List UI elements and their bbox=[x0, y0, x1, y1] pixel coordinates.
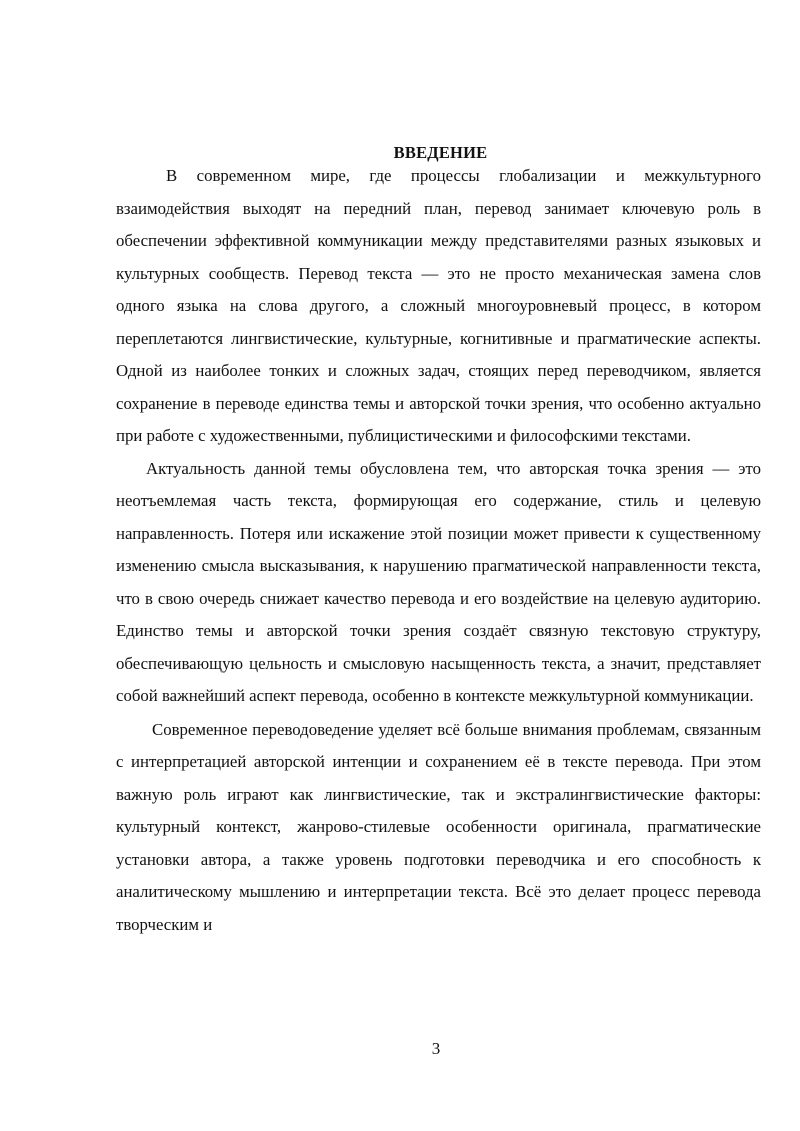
paragraph-relevance: Актуальность данной темы обусловлена тем, что авторская точка зрения — это неотъемлемая часть текста, формирующая его содержание, стиль и целевую направленность. Потеря или искажение этой позиции может привести к существенному изменению смысла высказывания, к нарушению прагматической направленности текста, что в свою очередь снижает качество перевода и его воздействие на целевую аудиторию. Единство темы и авторской точки зрения создаёт связную текстовую структуру, обеспечивающую цельность и смысловую насыщенность текста, а значит, представляет собой важнейший аспект перевода, особенно в контексте межкультурной коммуникации. bbox=[116, 458, 761, 705]
page-number: 3 bbox=[431, 1039, 441, 1058]
page-content bbox=[116, 142, 761, 941]
paragraph-introduction: В современном мире, где процессы глобализации и межкультурного взаимодействия выходят на передний план, перевод занимает ключевую роль в обеспечении эффективной коммуникации между представителями разных языковых и культурных сообществ. Перевод текста — это не просто механическая замена слов одного языка на слова другого, а сложный многоуровневый процесс, в котором переплетаются лингвистические, культурные, когнитивные и прагматические аспекты. Одной из наиболее тонких и сложных задач, стоящих перед переводчиком, является сохранение в переводе единства темы и авторской точки зрения, что особенно актуально при работе с художественными, публицистическими и философскими текстами. bbox=[116, 166, 761, 445]
section-heading: ВВЕДЕНИЕ bbox=[393, 143, 488, 162]
paragraph-modern-translation-studies: Современное переводоведение уделяет всё больше внимания проблемам, связанным с интерпретацией авторской интенции и сохранением её в тексте перевода. При этом важную роль играют как лингвистические, так и экстралингвистические факторы: культурный контекст, жанрово-стилевые особенности оригинала, прагматические установки автора, а также уровень подготовки переводчика и его способность к аналитическому мышлению и интерпретации текста. Всё это делает процесс перевода творческим и bbox=[116, 719, 761, 934]
